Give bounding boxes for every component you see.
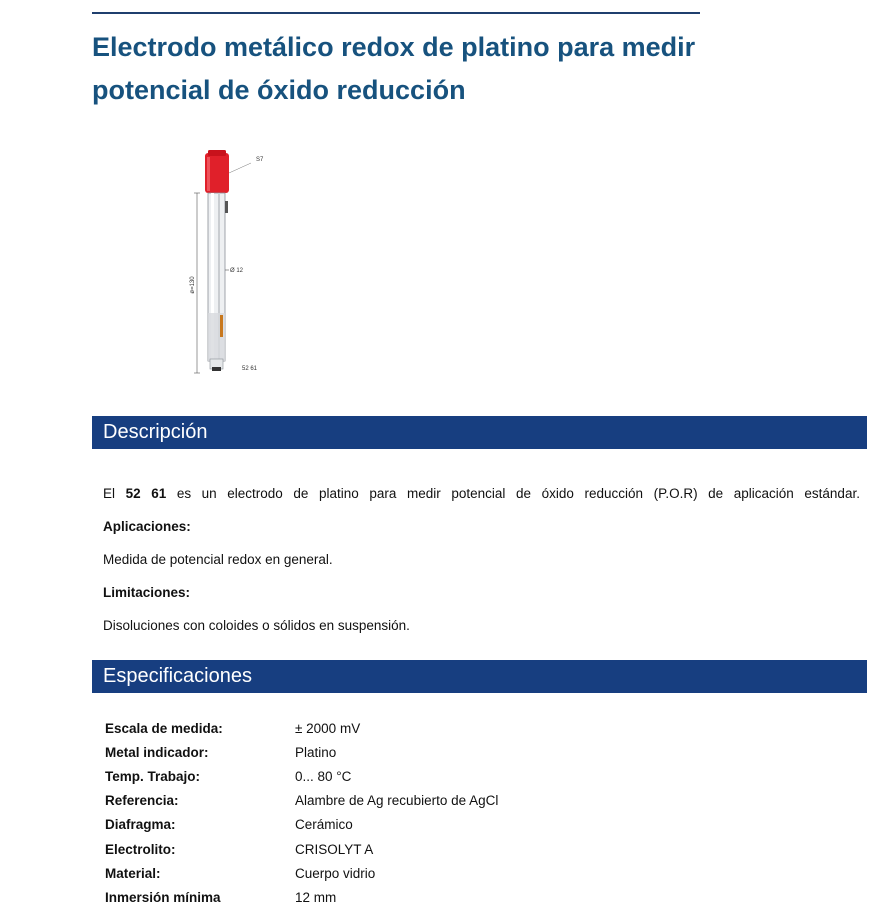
intro-pre: El: [103, 486, 116, 501]
intro-model: 52 61: [125, 486, 167, 501]
top-rule: [92, 12, 700, 14]
section-header-especificaciones: Especificaciones: [92, 660, 867, 693]
table-row: [105, 716, 615, 740]
spec-value: Platino: [295, 744, 337, 760]
description-intro: [103, 485, 860, 503]
table-row: [105, 740, 615, 764]
connector-label: S7: [256, 157, 264, 163]
limitaciones-heading: Limitaciones:: [103, 585, 191, 600]
specifications-table: [105, 716, 615, 910]
spec-label: Diafragma:: [105, 817, 176, 833]
spec-value: Cuerpo vidrio: [295, 865, 376, 881]
spec-value: ± 2000 mV: [295, 720, 361, 736]
table-row: [105, 764, 615, 788]
model-label: 52 61: [242, 366, 258, 372]
spec-label: Material:: [105, 865, 161, 881]
spec-label: Inmersión mínima: [105, 889, 221, 905]
spec-label: Referencia:: [105, 793, 179, 809]
electrode-diagram: [185, 145, 275, 380]
table-row: [105, 813, 615, 837]
spec-value: 0... 80 °C: [295, 768, 352, 784]
aplicaciones-heading: Aplicaciones:: [103, 519, 191, 534]
spec-value: 12 mm: [295, 889, 337, 905]
spec-value: Alambre de Ag recubierto de AgCl: [295, 793, 499, 809]
spec-label: Escala de medida:: [105, 720, 223, 736]
spec-label: Metal indicador:: [105, 744, 209, 760]
section-header-descripcion: Descripción: [92, 416, 867, 449]
aplicaciones-text: Medida de potencial redox en general.: [103, 552, 333, 567]
table-row: [105, 837, 615, 861]
reference-element: [220, 315, 223, 337]
spec-label: Temp. Trabajo:: [105, 768, 201, 784]
spec-value: Cerámico: [295, 817, 353, 833]
spec-value: CRISOLYT A: [295, 841, 374, 857]
table-row: [105, 789, 615, 813]
page-title: Electrodo metálico redox de platino para medir potencial de óxido reducción: [92, 32, 696, 105]
table-row: [105, 861, 615, 885]
intro-post: es un electrodo de platino para medir potencial de óxido reducción (P.O.R) de aplicación estándar.: [176, 486, 860, 501]
spec-label: Electrolito:: [105, 841, 176, 857]
length-label: ø=130: [190, 276, 196, 294]
limitaciones-text: Disoluciones con coloides o sólidos en suspensión.: [103, 618, 410, 633]
diameter-label: Ø 12: [230, 268, 244, 274]
table-row: [105, 885, 615, 909]
